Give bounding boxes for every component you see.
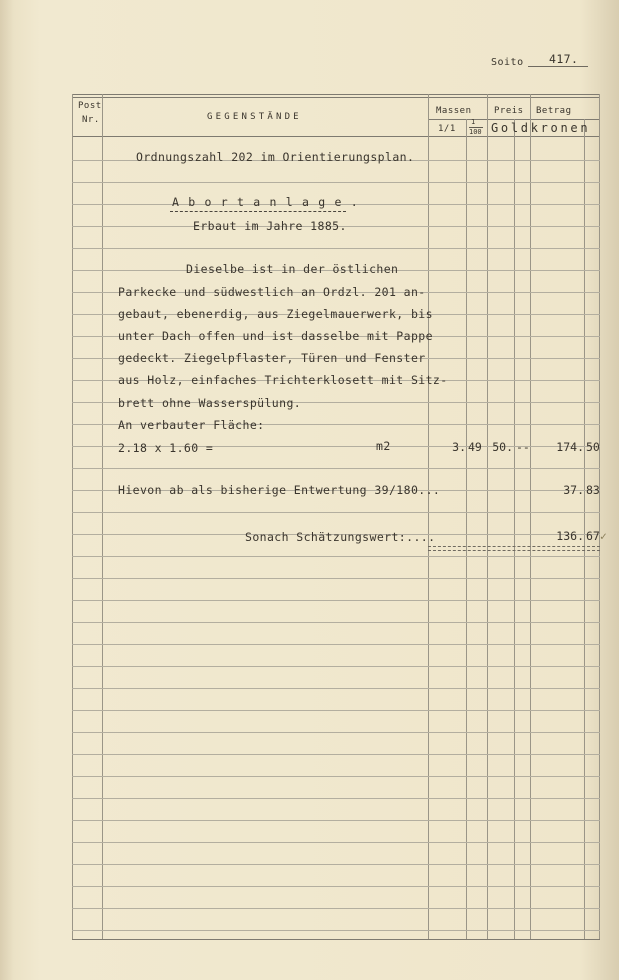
ruled-line — [72, 864, 600, 865]
page-number-label: Soito — [491, 57, 524, 68]
line-area-formula: 2.18 x 1.60 = — [118, 441, 214, 455]
ruled-line — [72, 512, 600, 513]
header-post: Post — [78, 101, 102, 111]
ruled-line — [72, 468, 600, 469]
table-top-rule-2 — [72, 97, 600, 98]
line-erbaut: Erbaut im Jahre 1885. — [193, 219, 347, 233]
ruled-line — [72, 622, 600, 623]
header-gegenstaende: GEGENSTÄNDE — [207, 112, 302, 122]
line-schaetzungswert: Sonach Schätzungswert:.... — [245, 530, 436, 544]
col-line-post — [102, 94, 103, 940]
ruled-line — [72, 842, 600, 843]
mass-dec: 49 — [468, 440, 482, 454]
mass-int: 3. — [452, 440, 466, 454]
line-title-abortanlage: A b o r t a n l a g e . — [172, 195, 359, 209]
ruled-line — [72, 710, 600, 711]
line-ordnungszahl: Ordnungszahl 202 im Orientierungsplan. — [136, 150, 415, 164]
header-massen-fraction-den: 100 — [469, 128, 482, 136]
ruled-line — [72, 776, 600, 777]
ruled-line — [72, 732, 600, 733]
betrag-dec-entwertung: 83 — [586, 483, 600, 497]
col-line-preis — [530, 94, 531, 940]
ruled-line — [72, 578, 600, 579]
ruled-line — [72, 754, 600, 755]
table-top-rule — [72, 94, 600, 95]
col-line-massen — [487, 94, 488, 940]
ruled-line — [72, 798, 600, 799]
line-description-2: Parkecke und südwestlich an Ordzl. 201 an- — [118, 285, 426, 299]
line-description-5: gedeckt. Ziegelpflaster, Türen und Fenster — [118, 351, 426, 365]
col-line-betrag-mid — [584, 119, 585, 940]
betrag-int-entwertung: 37. — [563, 483, 584, 497]
header-massen-fraction-num: 1 — [471, 118, 476, 126]
col-line-preis-mid — [514, 119, 515, 940]
line-description-4: unter Dach offen und ist dasselbe mit Pappe — [118, 329, 433, 343]
line-entwertung: Hievon ab als bisherige Entwertung 39/180... — [118, 483, 441, 497]
betrag-dec-total: 67 — [586, 529, 600, 543]
ruled-line — [72, 556, 600, 557]
total-double-rule — [428, 546, 600, 551]
line-description-1: Dieselbe ist in der östlichen — [186, 262, 399, 276]
line-description-6: aus Holz, einfaches Trichterklosett mit Sitz- — [118, 373, 448, 387]
line-description-7: brett ohne Wasserspülung. — [118, 396, 302, 410]
col-line-massen-mid — [466, 119, 467, 940]
header-betrag: Betrag — [536, 106, 572, 116]
header-preis: Preis — [494, 106, 524, 116]
page-number: 417. — [549, 52, 579, 66]
ruled-line — [72, 248, 600, 249]
header-massen-whole: 1/1 — [438, 124, 456, 134]
line-area-unit: m2 — [376, 439, 391, 453]
ruled-line — [72, 666, 600, 667]
table-bottom-rule — [72, 939, 600, 940]
betrag-int-total: 136. — [556, 529, 584, 543]
preis-dec: -- — [516, 440, 530, 454]
line-description-3: gebaut, ebenerdig, aus Ziegelmauerwerk, bis — [118, 307, 433, 321]
page-number-underline — [528, 66, 588, 67]
ruled-line — [72, 820, 600, 821]
ruled-line — [72, 886, 600, 887]
betrag-dec-area: 50 — [586, 440, 600, 454]
line-area-label: An verbauter Fläche: — [118, 418, 265, 432]
col-line-left — [72, 94, 73, 940]
betrag-int-area: 174. — [556, 440, 584, 454]
ruled-line — [72, 644, 600, 645]
col-line-desc — [428, 94, 429, 940]
ruled-line — [72, 182, 600, 183]
preis-int: 50. — [492, 440, 513, 454]
ruled-line — [72, 930, 600, 931]
ruled-line — [72, 688, 600, 689]
check-mark: ✓ — [600, 529, 608, 543]
header-currency: Goldkronen — [491, 121, 591, 135]
header-massen: Massen — [436, 106, 472, 116]
ruled-line — [72, 600, 600, 601]
ruled-line — [72, 908, 600, 909]
header-bottom-rule — [72, 136, 600, 137]
col-line-right — [599, 94, 600, 940]
header-nr: Nr. — [82, 115, 100, 125]
title-underline — [170, 211, 346, 212]
